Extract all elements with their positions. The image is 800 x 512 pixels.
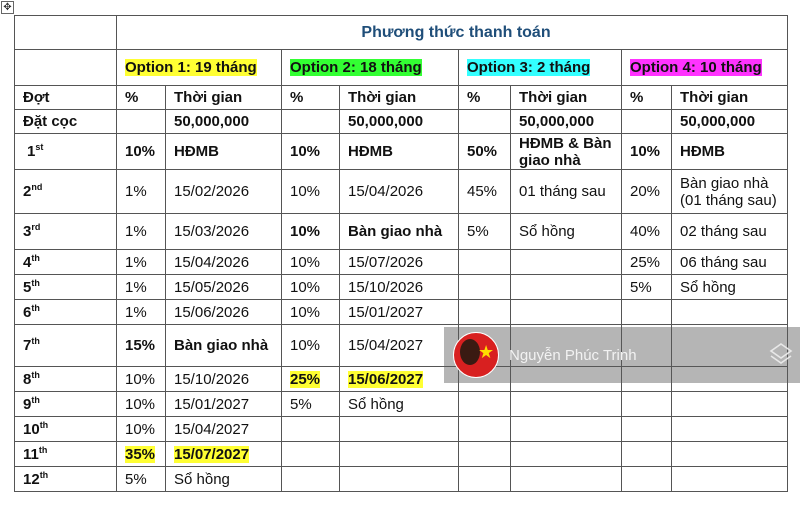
table-row bbox=[15, 170, 788, 214]
option-2-time bbox=[340, 417, 459, 442]
stage-cell: 12th bbox=[15, 467, 117, 492]
option-4-time bbox=[672, 300, 788, 325]
option-4-time bbox=[672, 170, 788, 214]
payment-table bbox=[14, 15, 788, 492]
deposit-pct-cell bbox=[459, 110, 511, 134]
option-2-time: Sổ hồng bbox=[340, 392, 459, 417]
option-1-time: 15/06/2026 bbox=[166, 300, 282, 325]
table-row bbox=[15, 134, 788, 170]
option-3-pct: 45% bbox=[459, 170, 511, 214]
option-1-pct: 10% bbox=[117, 367, 166, 392]
option-2-pct bbox=[282, 467, 340, 492]
option-3-time bbox=[511, 467, 622, 492]
option-1-time: 15/04/2026 bbox=[166, 250, 282, 275]
option-2-pct: 5% bbox=[282, 392, 340, 417]
column-header-time: Thời gian bbox=[672, 86, 788, 110]
option-1-pct: 1% bbox=[117, 275, 166, 300]
option-2-pct: 10% bbox=[282, 275, 340, 300]
avatar-face bbox=[460, 339, 480, 365]
option-2-pct: 10% bbox=[282, 134, 340, 170]
deposit-label: Đặt cọc bbox=[15, 110, 117, 134]
option-2-label: Option 2: 18 tháng bbox=[290, 59, 422, 76]
option-1-time: 15/05/2026 bbox=[166, 275, 282, 300]
option-3-time bbox=[511, 300, 622, 325]
option-2-time: 15/01/2027 bbox=[340, 300, 459, 325]
watermark-name: Nguyễn Phúc Trinh bbox=[509, 346, 637, 364]
stage-cell: 11th bbox=[15, 442, 117, 467]
option-4-pct bbox=[622, 442, 672, 467]
page-title: Phương thức thanh toán bbox=[117, 16, 788, 50]
table-row bbox=[15, 275, 788, 300]
stage-cell: 5th bbox=[15, 275, 117, 300]
option-3-pct bbox=[459, 275, 511, 300]
option-1-time-highlight: 15/07/2027 bbox=[174, 445, 250, 463]
deposit-pct-cell bbox=[282, 110, 340, 134]
option-4-time bbox=[672, 442, 788, 467]
stage-cell: 10th bbox=[15, 417, 117, 442]
layers-logo-icon bbox=[768, 341, 794, 367]
table-move-handle-icon[interactable]: ✥ bbox=[1, 1, 14, 14]
option-2-time-highlight: 15/06/2027 bbox=[348, 370, 424, 388]
option-2-header bbox=[282, 50, 459, 86]
column-header-time: Thời gian bbox=[511, 86, 622, 110]
option-2-pct bbox=[282, 367, 340, 392]
option-3-time bbox=[511, 442, 622, 467]
deposit-amount: 50,000,000 bbox=[672, 110, 788, 134]
option-3-time bbox=[511, 275, 622, 300]
option-1-pct: 1% bbox=[117, 300, 166, 325]
option-1-pct-highlight: 35% bbox=[125, 445, 156, 463]
option-3-pct bbox=[459, 417, 511, 442]
table-row bbox=[15, 417, 788, 442]
option-1-time bbox=[166, 442, 282, 467]
option-3-time: 01 tháng sau bbox=[511, 170, 622, 214]
table-row bbox=[15, 442, 788, 467]
option-2-time: 15/04/2027 bbox=[340, 325, 459, 367]
option-3-time: HĐMB & Bàn giao nhà bbox=[511, 134, 622, 170]
table-row bbox=[15, 392, 788, 417]
option-1-pct: 1% bbox=[117, 170, 166, 214]
option-4-time-line1: Bàn giao nhà bbox=[680, 174, 769, 192]
option-2-pct bbox=[282, 442, 340, 467]
option-3-time: Sổ hồng bbox=[511, 214, 622, 250]
option-2-pct: 10% bbox=[282, 170, 340, 214]
option-1-time: Sổ hồng bbox=[166, 467, 282, 492]
option-2-pct: 10% bbox=[282, 250, 340, 275]
option-3-time bbox=[511, 417, 622, 442]
option-4-pct: 10% bbox=[622, 134, 672, 170]
option-3-header bbox=[459, 50, 622, 86]
option-4-time: 02 tháng sau bbox=[672, 214, 788, 250]
column-header-pct: % bbox=[622, 86, 672, 110]
stage-cell: 7th bbox=[15, 325, 117, 367]
option-2-time: 15/04/2026 bbox=[340, 170, 459, 214]
option-1-time: 15/02/2026 bbox=[166, 170, 282, 214]
option-1-pct: 10% bbox=[117, 392, 166, 417]
option-1-pct: 10% bbox=[117, 134, 166, 170]
option-1-pct: 1% bbox=[117, 250, 166, 275]
column-header-stage: Đợt bbox=[15, 86, 117, 110]
option-1-pct: 15% bbox=[117, 325, 166, 367]
table-row bbox=[15, 300, 788, 325]
option-2-time bbox=[340, 442, 459, 467]
option-3-time bbox=[511, 250, 622, 275]
option-1-pct: 5% bbox=[117, 467, 166, 492]
option-4-header bbox=[622, 50, 788, 86]
option-4-pct: 5% bbox=[622, 275, 672, 300]
option-4-pct: 20% bbox=[622, 170, 672, 214]
option-4-time: 06 tháng sau bbox=[672, 250, 788, 275]
option-1-pct: 1% bbox=[117, 214, 166, 250]
corner-cell bbox=[15, 16, 117, 50]
stage-cell: 3rd bbox=[15, 214, 117, 250]
option-4-label: Option 4: 10 tháng bbox=[630, 59, 762, 76]
option-3-pct bbox=[459, 392, 511, 417]
option-3-pct: 50% bbox=[459, 134, 511, 170]
avatar bbox=[453, 332, 499, 378]
option-4-pct bbox=[622, 417, 672, 442]
option-2-time bbox=[340, 367, 459, 392]
column-header-pct: % bbox=[459, 86, 511, 110]
option-2-time: 15/07/2026 bbox=[340, 250, 459, 275]
stage-cell: 1st bbox=[15, 134, 117, 170]
option-1-time: 15/01/2027 bbox=[166, 392, 282, 417]
option-3-pct bbox=[459, 442, 511, 467]
column-header-time: Thời gian bbox=[340, 86, 459, 110]
option-2-pct: 10% bbox=[282, 214, 340, 250]
stage-cell: 9th bbox=[15, 392, 117, 417]
option-1-pct bbox=[117, 442, 166, 467]
option-1-time: 15/10/2026 bbox=[166, 367, 282, 392]
option-2-pct: 10% bbox=[282, 300, 340, 325]
option-1-time: 15/03/2026 bbox=[166, 214, 282, 250]
option-2-time: HĐMB bbox=[340, 134, 459, 170]
watermark-banner bbox=[444, 327, 800, 383]
option-4-time: Sổ hồng bbox=[672, 275, 788, 300]
option-2-time bbox=[340, 467, 459, 492]
option-1-pct: 10% bbox=[117, 417, 166, 442]
option-4-time bbox=[672, 392, 788, 417]
option-1-time: HĐMB bbox=[166, 134, 282, 170]
table-row bbox=[15, 214, 788, 250]
option-2-pct: 10% bbox=[282, 325, 340, 367]
option-3-pct bbox=[459, 250, 511, 275]
stage-cell: 6th bbox=[15, 300, 117, 325]
option-4-pct bbox=[622, 467, 672, 492]
option-4-time: HĐMB bbox=[672, 134, 788, 170]
option-4-pct: 40% bbox=[622, 214, 672, 250]
option-2-time: Bàn giao nhà bbox=[340, 214, 459, 250]
option-4-pct bbox=[622, 300, 672, 325]
option-corner-cell bbox=[15, 50, 117, 86]
deposit-pct-cell bbox=[117, 110, 166, 134]
stage-cell: 8th bbox=[15, 367, 117, 392]
column-header-time: Thời gian bbox=[166, 86, 282, 110]
option-1-time: Bàn giao nhà bbox=[166, 325, 282, 367]
option-3-pct bbox=[459, 300, 511, 325]
table-row bbox=[15, 250, 788, 275]
star-icon: ★ bbox=[478, 342, 495, 362]
option-1-time: 15/04/2027 bbox=[166, 417, 282, 442]
option-3-pct: 5% bbox=[459, 214, 511, 250]
deposit-amount: 50,000,000 bbox=[340, 110, 459, 134]
option-1-header bbox=[117, 50, 282, 86]
table-row bbox=[15, 467, 788, 492]
option-2-pct-highlight: 25% bbox=[290, 370, 321, 388]
deposit-amount: 50,000,000 bbox=[511, 110, 622, 134]
deposit-amount: 50,000,000 bbox=[166, 110, 282, 134]
option-1-label: Option 1: 19 tháng bbox=[125, 59, 257, 76]
option-4-time-line2: (01 tháng sau) bbox=[680, 191, 777, 209]
option-4-time bbox=[672, 417, 788, 442]
option-3-pct bbox=[459, 467, 511, 492]
option-3-time bbox=[511, 392, 622, 417]
option-2-pct bbox=[282, 417, 340, 442]
column-header-pct: % bbox=[282, 86, 340, 110]
option-3-label: Option 3: 2 tháng bbox=[467, 59, 591, 76]
deposit-pct-cell bbox=[622, 110, 672, 134]
option-4-pct bbox=[622, 392, 672, 417]
column-header-pct: % bbox=[117, 86, 166, 110]
option-4-time bbox=[672, 467, 788, 492]
stage-cell: 2nd bbox=[15, 170, 117, 214]
option-2-time: 15/10/2026 bbox=[340, 275, 459, 300]
option-4-pct: 25% bbox=[622, 250, 672, 275]
stage-cell: 4th bbox=[15, 250, 117, 275]
